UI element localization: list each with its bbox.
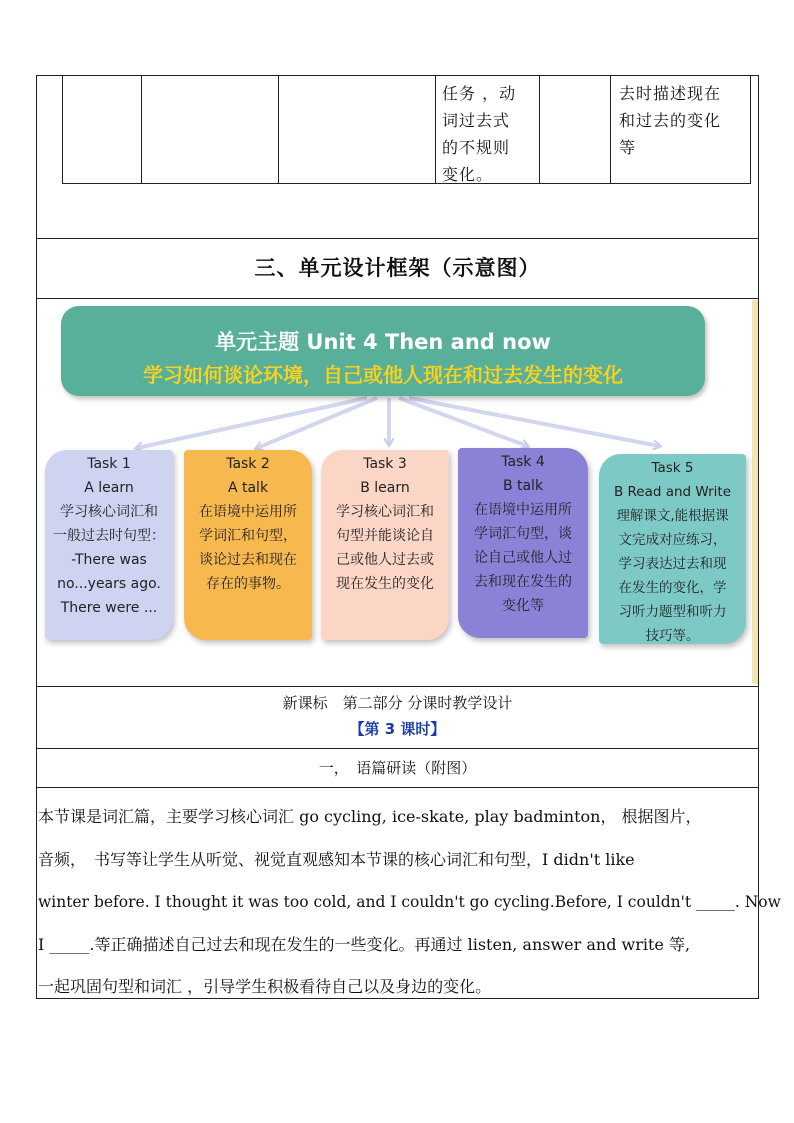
- unit-theme-subtitle: 学习如何谈论环境，自己或他人现在和过去发生的变化: [143, 363, 623, 387]
- card-line: Task 5: [651, 460, 694, 476]
- card-line: A learn: [84, 480, 134, 496]
- inner-table: [62, 76, 751, 184]
- arrow-task5: [409, 398, 659, 446]
- diagram-row: [37, 298, 758, 687]
- inner-cell-3: [279, 76, 436, 183]
- task-card-4: [458, 448, 588, 638]
- reading-header-row: [37, 748, 758, 788]
- inner-cell-6: [611, 76, 752, 183]
- text-line: 变化。: [442, 165, 494, 184]
- card-line: no...years ago.: [57, 576, 161, 592]
- unit-theme-title: 单元主题 Unit 4 Then and now: [215, 330, 551, 354]
- inner-cell-6-text: [619, 80, 721, 161]
- text-line: 和过去的变化: [619, 111, 722, 130]
- arrow-task2: [257, 398, 377, 448]
- reading-content-row: [37, 787, 781, 999]
- card-line: 习听力题型和听力: [618, 604, 727, 620]
- card-line: 一般过去时句型：: [53, 528, 165, 544]
- card-line: B talk: [502, 478, 544, 494]
- card-line: 文完成对应练习，: [618, 532, 727, 548]
- card-line: 技巧等。: [645, 628, 700, 644]
- arrow-task1: [137, 398, 367, 448]
- paragraph-line: I _____.等正确描述自己过去和现在发生的一些变化。再通过 listen, answer and write 等,: [38, 934, 691, 954]
- task-card-3: [321, 450, 449, 640]
- inner-cell-2: [142, 76, 279, 183]
- reading-header: 一， 语篇研读（附图）: [318, 759, 477, 777]
- card-line: There were ...: [60, 600, 158, 616]
- inner-cell-4-text: [442, 80, 516, 188]
- card-line: 在发生的变化，学: [618, 580, 727, 596]
- inner-cell-5: [540, 76, 611, 183]
- card-line: 在语境中运用所: [474, 502, 572, 518]
- lesson-header: 新课标 第二部分 分课时教学设计: [282, 694, 513, 712]
- text-line: 去时描述现在: [619, 84, 722, 103]
- text-line: 任务 ，动: [442, 84, 517, 103]
- section-title-row: [37, 238, 758, 299]
- card-line: 句型并能谈论自: [336, 528, 434, 544]
- paragraph-line: 本节课是词汇篇，主要学习核心词汇 go cycling, ice-skate, play badminton， 根据图片，: [38, 807, 702, 826]
- inner-cell-4: [436, 76, 540, 183]
- unit-theme-banner: [61, 306, 705, 396]
- card-line: B Read and Write: [613, 484, 732, 500]
- paragraph-line: winter before. I thought it was too cold, and I couldn't go cycling.Before, I couldn't _____. Now: [38, 893, 781, 911]
- previous-table-row: [37, 76, 758, 239]
- card-line: 学词汇句型，谈: [474, 526, 572, 542]
- text-line: 等: [619, 138, 637, 157]
- paragraph-line: 音频， 书写等让学生从听觉、视觉直观感知本节课的核心词汇和句型，I didn't like: [38, 849, 635, 869]
- lesson-header-row: [37, 686, 758, 749]
- lesson-period: 【第 3 课时】: [349, 720, 446, 738]
- card-line: 学词汇和句型，: [199, 528, 297, 544]
- card-line: 学习核心词汇和: [60, 504, 158, 520]
- task-card-5: [599, 454, 746, 644]
- section-title: 三、单元设计框架（示意图）: [254, 256, 541, 280]
- card-line: B learn: [360, 480, 410, 496]
- inner-cell-1: [63, 76, 142, 183]
- card-line: 谈论过去和现在: [199, 552, 297, 568]
- card-line: 去和现在发生的: [474, 574, 572, 590]
- card-line: Task 2: [226, 456, 270, 472]
- card-line: 存在的事物。: [206, 576, 290, 592]
- paragraph-line: 一起巩固句型和词汇 ，引导学生积极看待自己以及身边的变化。: [38, 977, 492, 996]
- task-card-2: [184, 450, 312, 640]
- arrow-task4: [399, 398, 527, 446]
- text-line: 词过去式: [442, 111, 511, 130]
- card-line: -There was: [71, 552, 147, 568]
- card-line: A talk: [227, 480, 269, 496]
- card-line: 论自己或他人过: [474, 550, 572, 566]
- card-line: Task 4: [501, 454, 545, 470]
- card-line: 现在发生的变化: [336, 576, 434, 592]
- card-line: 变化等: [502, 598, 544, 614]
- card-line: 学习表达过去和现: [618, 556, 727, 572]
- card-line: 在语境中运用所: [199, 504, 297, 520]
- text-line: 的不规则: [442, 138, 511, 157]
- card-line: Task 3: [363, 456, 407, 472]
- reading-paragraph: [38, 796, 781, 1009]
- unit-design-diagram: [37, 300, 758, 684]
- card-line: Task 1: [87, 456, 131, 472]
- card-line: 理解课文,能根据课: [616, 508, 729, 524]
- card-line: 己或他人过去或: [336, 552, 434, 568]
- document-table: [36, 75, 781, 999]
- task-card-1: [45, 450, 173, 640]
- card-line: 学习核心词汇和: [336, 504, 434, 520]
